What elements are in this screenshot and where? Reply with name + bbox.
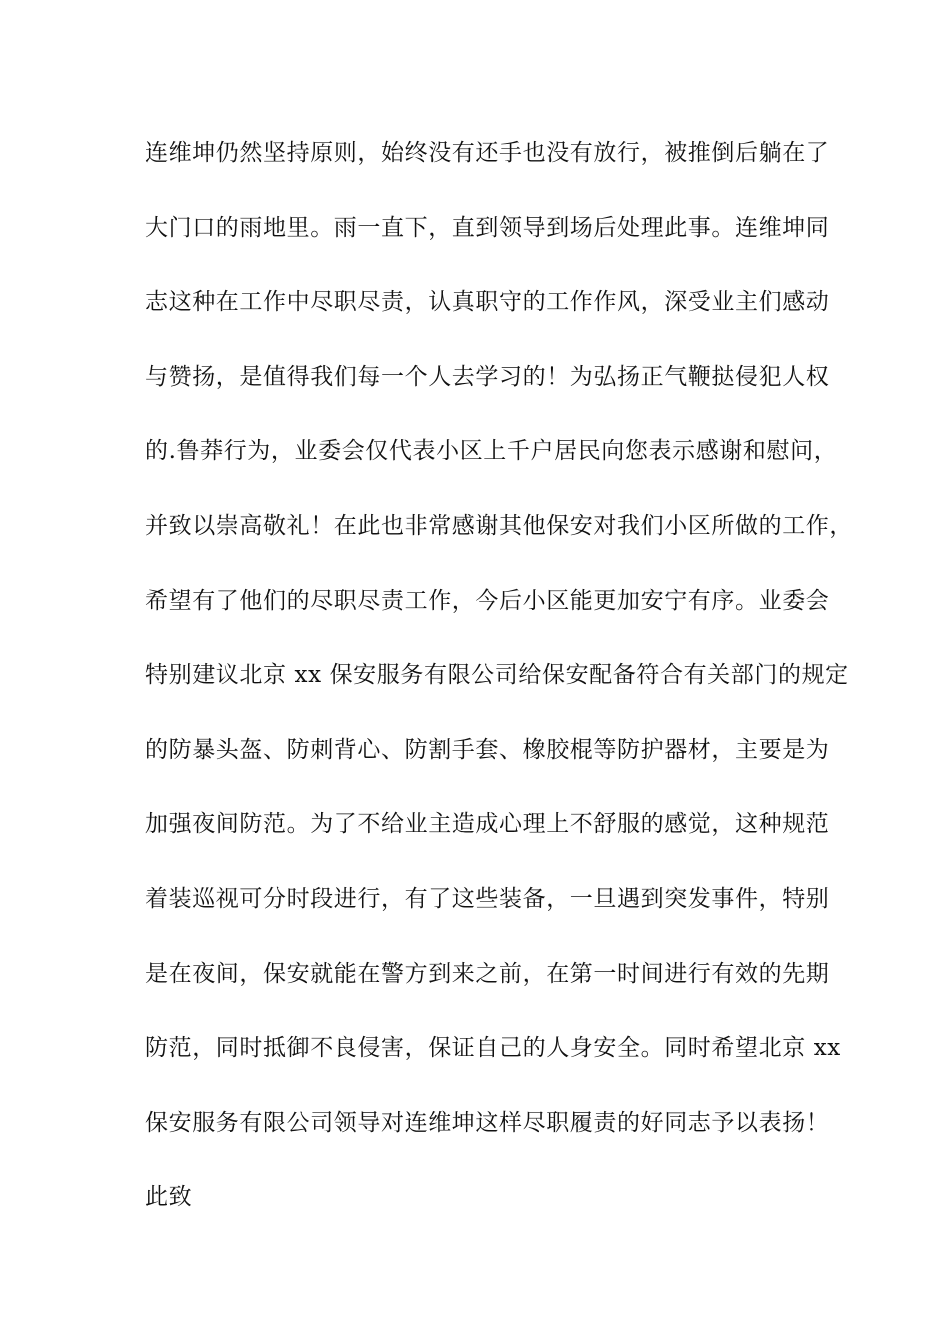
body-line: 的.鲁莽行为，业委会仅代表小区上千户居民向您表示感谢和慰问， [145,438,838,465]
body-line: 并致以崇高敬礼！在此也非常感谢其他保安对我们小区所做的工作， [145,512,853,539]
body-line: 的防暴头盔、防刺背心、防割手套、橡胶棍等防护器材，主要是为 [145,736,830,763]
body-line: 与赞扬，是值得我们每一个人去学习的！为弘扬正气鞭挞侵犯人权 [145,363,830,390]
body-line: 加强夜间防范。为了不给业主造成心理上不舒服的感觉，这种规范 [145,811,830,838]
body-line: 是在夜间，保安就能在警方到来之前，在第一时间进行有效的先期 [145,960,830,987]
letter-body [145,130,853,1249]
body-line: 保安服务有限公司领导对连维坤这样尽职履责的好同志予以表扬！ [145,1109,830,1136]
body-line: 连维坤仍然坚持原则，始终没有还手也没有放行，被推倒后躺在了 [145,140,830,166]
body-line: 志这种在工作中尽职尽责，认真职守的工作作风，深受业主们感动 [145,289,830,316]
body-line: 防范，同时抵御不良侵害，保证自己的人身安全。同时希望北京 xx [145,1035,841,1062]
body-line: 希望有了他们的尽职尽责工作，今后小区能更加安宁有序。业委会 [145,587,830,614]
body-line: 大门口的雨地里。雨一直下，直到领导到场后处理此事。连维坤同 [145,214,830,241]
body-line: 特别建议北京 xx 保安服务有限公司给保安配备符合有关部门的规定 [145,662,849,689]
closing-salutation: 此致 [145,1184,193,1211]
body-line: 着装巡视可分时段进行，有了这些装备，一旦遇到突发事件，特别 [145,885,830,912]
